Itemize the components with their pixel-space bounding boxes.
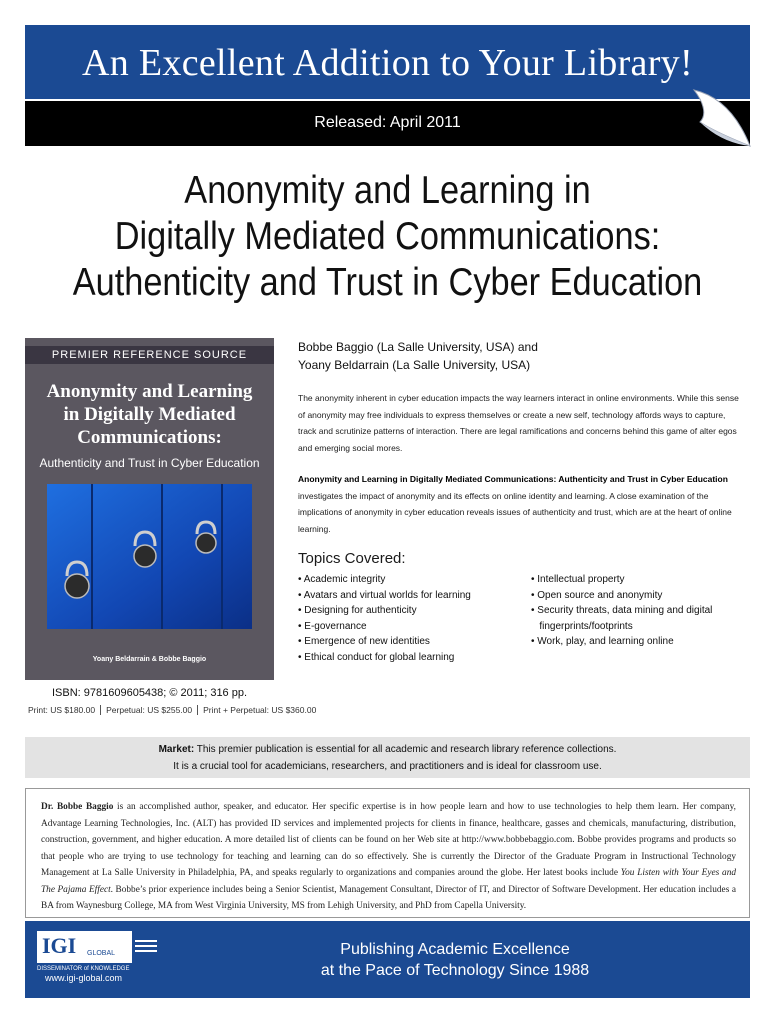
topic-item: • Security threats, data mining and digital [531, 605, 713, 616]
author-line: Yoany Beldarrain (La Salle University, USA) [298, 358, 531, 372]
book-title-line: Digitally Mediated Communications: [114, 215, 661, 258]
market-text: This premier publication is essential for all academic and research library reference collections. [194, 744, 617, 755]
topics-list-left [298, 572, 518, 665]
footer-tagline-line: Publishing Academic Excellence [340, 941, 570, 958]
svg-text:DISSEMINATOR of KNOWLEDGE: DISSEMINATOR of KNOWLEDGE [37, 966, 130, 971]
topic-item: • Work, play, and learning online [531, 636, 674, 647]
isbn-line: ISBN: 9781609605438; © 2011; 316 pp. [51, 687, 248, 699]
footer-tagline-line: at the Pace of Technology Since 1988 [320, 962, 590, 979]
book-title-line: Anonymity and Learning in [184, 169, 591, 212]
cover-title-line: in Digitally Mediated [63, 404, 236, 425]
perpetual-price: Perpetual: US $255.00 [106, 705, 193, 715]
topics-heading: Topics Covered: [298, 550, 406, 567]
cover-title [31, 380, 268, 449]
topic-item: • Ethical conduct for global learning [298, 651, 455, 663]
price-line [28, 705, 316, 715]
igi-global-logo [37, 931, 157, 971]
topic-item: • Avatars and virtual worlds for learning [298, 589, 471, 601]
book-authors [298, 338, 538, 374]
cover-series-label: PREMIER REFERENCE SOURCE [25, 346, 274, 364]
header-banner [25, 25, 750, 99]
svg-text:IGI: IGI [42, 933, 77, 958]
topic-item: • Emergence of new identities [298, 636, 430, 647]
release-date: Released: April 2011 [314, 114, 461, 131]
description-text: investigates the impact of anonymity and its effects on online identity and learning. A close examination of the implications of anonymity in cyber education reveals issues of authenticity and trust, which are at the heart of online learning. [298, 490, 732, 534]
bio-text: is an accomplished author, speaker, and educator. Her specific expertise is in how people learn and how to use technologies to help them learn. Her company, Advantage Learning Technologies, Inc. (ALT) has provided ID services and implemented projects for clients in finance, healthcare, gasses and chemicals, manufacturing, distribution, construction, government, and higher education. A more detailed list of clients can be found on her Web site at http://www.bobbebaggio.com. Bobbe provides programs and products so that people who are trying to use technology for teaching and learning can do so effectively. She is currently the Director of the Graduate Program in Instructional Technology Management at La Salle University in Philadelphia, PA, and speaks regularly to organizations and companies around the globe. Her latest books include [41, 802, 736, 878]
topics-list-right [531, 572, 731, 650]
book-title [69, 168, 707, 306]
price-divider [100, 705, 101, 715]
print-perpetual-price: Print + Perpetual: US $360.00 [203, 705, 317, 715]
market-label: Market: [158, 744, 195, 755]
market-line [25, 741, 750, 758]
page-curl-graphic [690, 86, 756, 152]
topic-item: • E-governance [298, 620, 367, 632]
cover-title-line: Anonymity and Learning [46, 381, 253, 402]
topic-item: • Open source and anonymity [531, 589, 663, 601]
svg-text:GLOBAL: GLOBAL [87, 950, 116, 957]
topic-item: fingerprints/footprints [531, 620, 633, 632]
author-bio-box [25, 788, 750, 918]
cover-subtitle: Authenticity and Trust in Cyber Education [39, 456, 260, 470]
description-paragraph: The anonymity inherent in cyber education impacts the way learners interact in online environments. While this sense of anonymity may free individuals to express themselves or create a new self, technology affords ways to capture, track and scrutinize patterns of interaction. There are legal ramifications and concerns behind this game of alter egos and emerging social mores. [298, 393, 739, 453]
banner-title: An Excellent Addition to Your Library! [82, 42, 693, 84]
market-box [25, 737, 750, 778]
market-line: It is a crucial tool for academicians, researchers, and practitioners and is ideal for classroom use. [173, 761, 602, 772]
author-line: Bobbe Baggio (La Salle University, USA) and [298, 340, 538, 354]
print-price: Print: US $180.00 [28, 705, 96, 715]
book-cover [25, 338, 274, 680]
website-link[interactable]: www.igi-global.com [45, 973, 123, 983]
topic-item: • Intellectual property [531, 574, 625, 585]
bio-name: Dr. Bobbe Baggio [41, 802, 114, 812]
cover-title-line: Communications: [77, 427, 222, 448]
footer-tagline [295, 939, 615, 981]
book-title-line: Authenticity and Trust in Cyber Education [72, 261, 703, 304]
topic-item: • Designing for authenticity [298, 605, 417, 616]
release-bar [25, 101, 750, 146]
description-book-title: Anonymity and Learning in Digitally Mediated Communications: Authenticity and Trust in Cyber Education [298, 474, 728, 484]
cover-authors: Yoany Beldarrain & Bobbe Baggio [92, 656, 207, 663]
topic-item: • Academic integrity [298, 574, 386, 585]
locker-padlocks-photo [47, 484, 252, 629]
price-divider [197, 705, 198, 715]
bio-book-titles: You Listen with Your Eyes and The Pajama Effect [41, 868, 736, 895]
author-bio [41, 799, 736, 915]
description-paragraph [298, 471, 746, 537]
bio-text: . Bobbe’s prior experience includes being a Senior Scientist, Management Consultant, Director of IT, and Director of Software Development. Her education includes a BA from Waynesburg College, MA from West Virginia University, MS from Lehigh University, and PhD from Capella University. [41, 884, 736, 911]
footer-banner [25, 921, 750, 998]
